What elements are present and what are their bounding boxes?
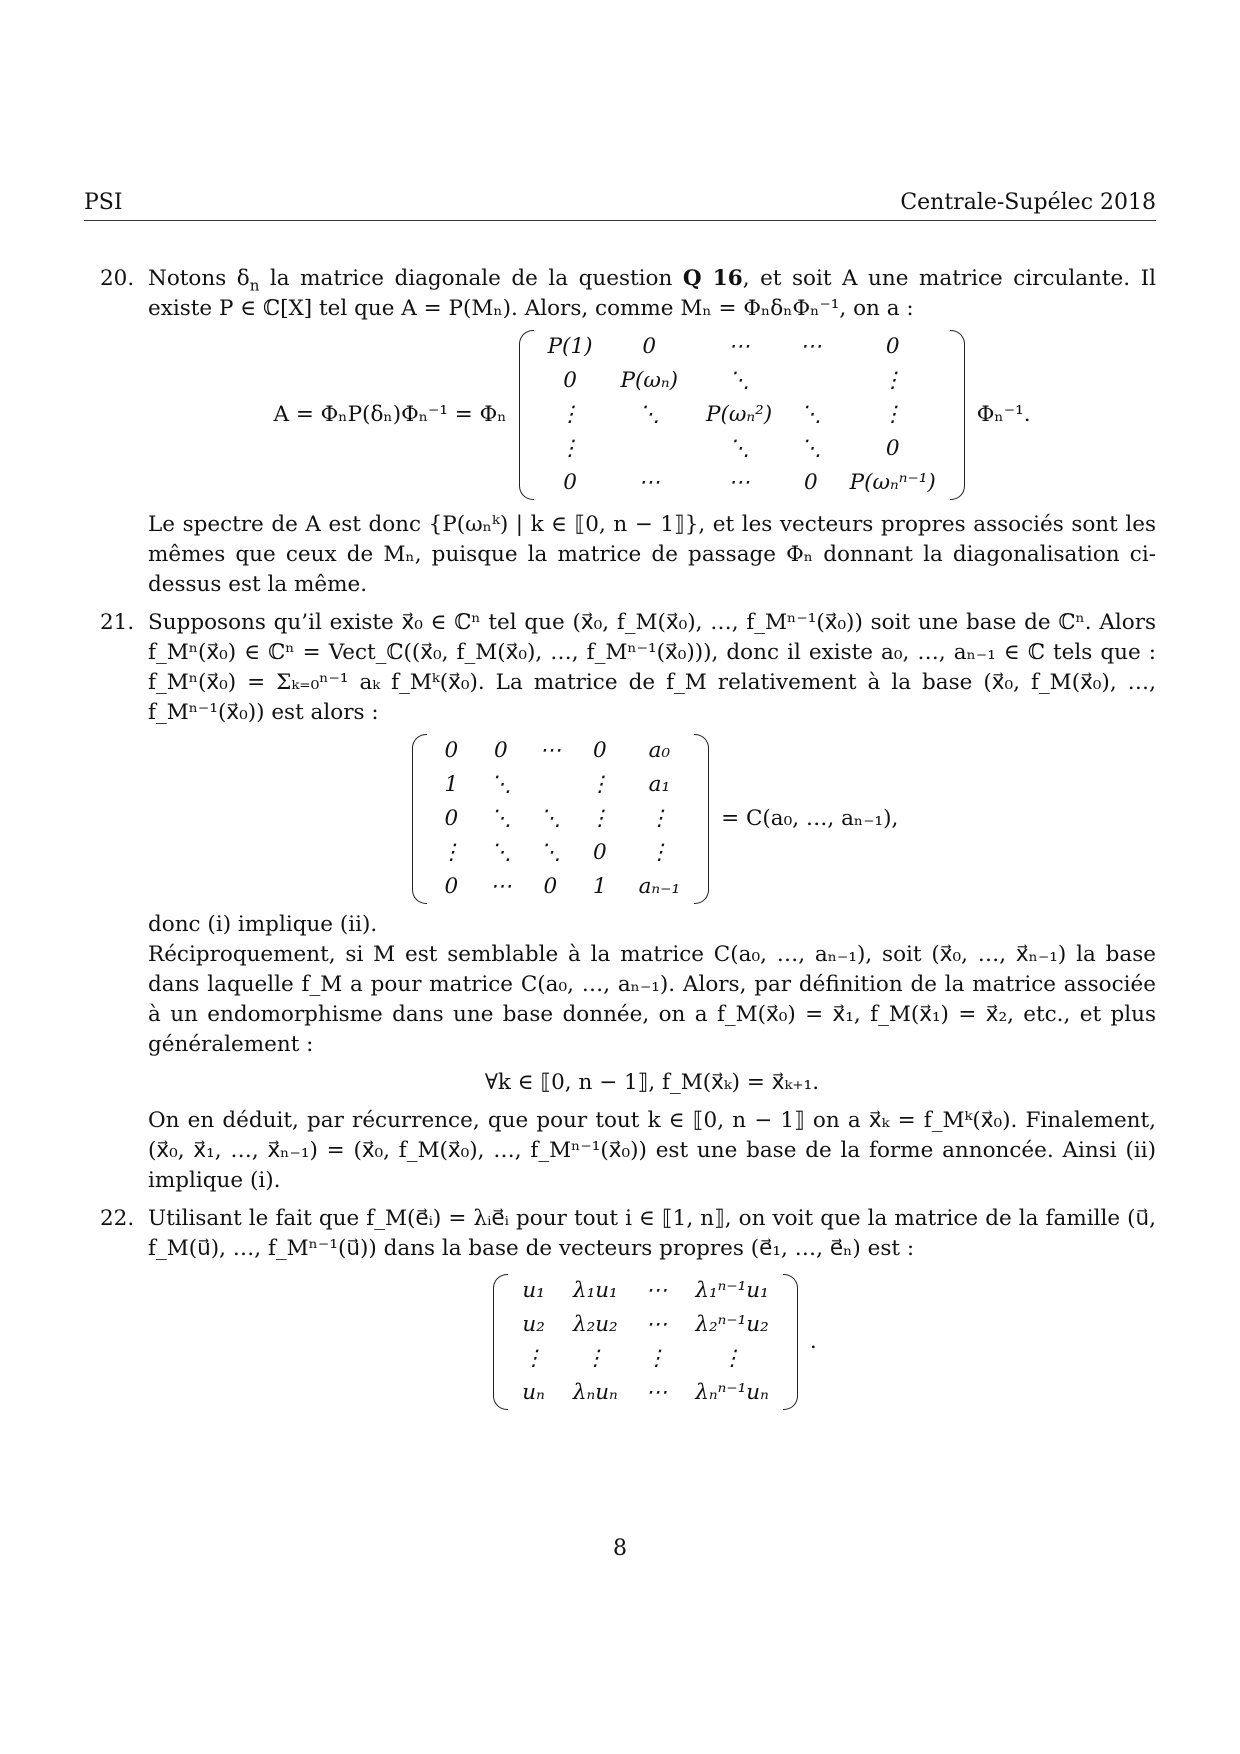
matrix-cell: ⋯ [645,1278,668,1303]
question-22 [100,1204,1156,1410]
q22-equation: u₁ λ₁u₁ ⋯ λ₁ⁿ⁻¹u₁ u₂ λ₂u₂ ⋯ λ₂ⁿ⁻¹u₂ ⋮ ⋮ ⋮ ⋮ uₙ λₙuₙ ⋯ λₙⁿ⁻¹uₙ . [148,1274,1156,1410]
matrix-cell: 0 [444,874,459,899]
matrix-cell: ⋯ [539,738,562,763]
matrix-cell: λₙⁿ⁻¹uₙ [695,1380,769,1405]
question-number: 22. [100,1206,135,1231]
matrix-cell: λ₂ⁿ⁻¹u₂ [695,1312,769,1337]
matrix-row [534,330,950,364]
q20-spectrum: Le spectre de A est donc {P(ωₙᵏ) | k ∈ ⟦0, n − 1⟧}, et les vecteurs propres associés sont les mêmes que ceux de Mₙ, puisque la matrice de passage Φₙ donnant la diagonalisation ci-dessus est la même. [148,512,1156,597]
question-reference: Q 16 [682,266,743,291]
matrix-cell: P(ωₙⁿ⁻¹) [849,470,936,495]
matrix-cell: ⋯ [728,334,750,359]
matrix-cell: ⋱ [638,402,661,427]
q20-matrix [519,330,965,500]
matrix-cell: a₀ [648,738,671,763]
matrix-cell: uₙ [522,1380,545,1405]
matrix-cell: ⋮ [645,1346,668,1371]
matrix-cell: ⋱ [490,840,512,865]
matrix-cell: ⋮ [440,840,463,865]
question-number: 20. [100,266,135,291]
matrix-cell: ⋮ [881,368,904,393]
question-20 [100,264,1156,600]
matrix-row [534,466,950,500]
q22-matrix [493,1274,798,1410]
matrix-cell: ⋯ [645,1312,668,1337]
matrix-cell: ⋮ [589,806,611,831]
matrix-cell: P(ωₙ²) [706,402,773,427]
matrix-cell [607,432,693,466]
q21-para1: Supposons qu’il existe x⃗₀ ∈ ℂⁿ tel que (x⃗₀, f_M(x⃗₀), …, f_Mⁿ⁻¹(x⃗₀)) soit une base de ℂⁿ. Alors f_Mⁿ(x⃗₀) ∈ ℂⁿ = Vect_ℂ((x⃗₀, f_M(x⃗₀), …, f_Mⁿ⁻¹(x⃗₀))), donc il existe a₀, …, aₙ₋₁ ∈ ℂ tels que : f_Mⁿ(x⃗₀) = Σₖ₌₀ⁿ⁻¹ aₖ f_Mᵏ(x⃗₀). La matrice de f_M relativement à la base (x⃗₀, f_M(x⃗₀), …, f_Mⁿ⁻¹(x⃗₀)) est alors : [148,610,1157,725]
matrix-row [508,1274,783,1308]
matrix-cell: ⋮ [584,1346,607,1371]
matrix-cell: ⋱ [800,436,822,461]
matrix-row [508,1342,783,1376]
page-number: 8 [613,1536,627,1561]
matrix-cell: 0 [885,334,900,359]
matrix-row [508,1376,783,1410]
matrix-cell: ⋯ [728,470,750,495]
matrix-row [427,836,695,870]
matrix-cell: P(1) [547,334,593,359]
matrix-row [534,432,950,466]
matrix-cell: ⋮ [648,806,671,831]
q21-matrix [412,734,710,904]
matrix-cell: ⋮ [721,1346,743,1371]
matrix-cell: ⋯ [490,874,512,899]
matrix-cell: ⋱ [539,806,562,831]
q20-equation: A = ΦₙP(δₙ)Φₙ⁻¹ = Φₙ P(1) 0 ⋯ ⋯ 0 0 P(ωₙ) ⋱ ⋮ ⋮ ⋱ P(ωₙ²) ⋱ ⋮ ⋮ ⋱ ⋱ 0 0 ⋯ ⋯ 0 P(ωₙⁿ⁻¹) Φₙ⁻¹. [148,330,1156,500]
q21-para2: donc (i) implique (ii). [148,912,378,937]
matrix-cell: ⋯ [645,1380,668,1405]
matrix-row [534,398,950,432]
matrix-row [427,802,695,836]
matrix-cell: u₂ [522,1312,545,1337]
matrix-cell: ⋯ [638,470,661,495]
matrix-cell: λ₁u₁ [572,1278,618,1303]
matrix-cell: aₙ₋₁ [638,874,681,899]
matrix-cell: ⋮ [881,402,904,427]
matrix-cell: 0 [804,470,818,495]
q21-equation: 0 0 ⋯ 0 a₀ 1 ⋱ ⋮ a₁ 0 ⋱ ⋱ ⋮ ⋮ ⋮ ⋱ ⋱ 0 ⋮ 0 ⋯ 0 1 aₙ₋₁ = C(a₀, …, aₙ₋₁), [148,734,1156,904]
matrix-cell: ⋱ [539,840,562,865]
matrix-cell: ⋮ [559,402,581,427]
matrix-cell: ⋯ [800,334,822,359]
matrix-cell: 0 [543,874,558,899]
matrix-table [534,330,950,500]
matrix-cell: 1 [593,874,607,899]
matrix-cell: 0 [444,738,459,763]
matrix-row [508,1308,783,1342]
matrix-cell: 1 [444,772,459,797]
q21-para4: On en déduit, par récurrence, que pour tout k ∈ ⟦0, n − 1⟧ on a x⃗ₖ = f_Mᵏ(x⃗₀). Finalement, (x⃗₀, x⃗₁, …, x⃗ₙ₋₁) = (x⃗₀, f_M(x⃗₀), …, f_Mⁿ⁻¹(x⃗₀)) est une base de la forme annoncée. Ainsi (ii) implique (i). [148,1108,1156,1193]
q21-equation-2: ∀k ∈ ⟦0, n − 1⟧, f_M(x⃗ₖ) = x⃗ₖ₊₁. [484,1070,820,1095]
matrix-cell: 0 [593,840,607,865]
matrix-row [534,364,950,398]
matrix-cell: a₁ [648,772,671,797]
q21-para3: Réciproquement, si M est semblable à la matrice C(a₀, …, aₙ₋₁), soit (x⃗₀, …, x⃗ₙ₋₁) la base dans laquelle f_M a pour matrice C(a₀, …, aₙ₋₁). Alors, par définition de la matrice associée à un endomorphisme dans une base donnée, on a f_M(x⃗₀) = x⃗₁, f_M(x⃗₁) = x⃗₂, etc., et plus généralement : [148,942,1156,1057]
matrix-cell: ⋱ [490,806,512,831]
matrix-cell: λ₂u₂ [572,1312,618,1337]
matrix-cell: u₁ [522,1278,545,1303]
matrix-cell: 0 [444,806,459,831]
matrix-table [427,734,695,904]
q22-para: Utilisant le fait que f_M(e⃗ᵢ) = λᵢe⃗ᵢ pour tout i ∈ ⟦1, n⟧, on voit que la matrice de la famille (u⃗, f_M(u⃗), …, f_Mⁿ⁻¹(u⃗)) dans la base de vecteurs propres (e⃗₁, …, e⃗ₙ) est : [148,1206,1156,1261]
matrix-cell: λ₁ⁿ⁻¹u₁ [695,1278,769,1303]
matrix-row [427,768,695,802]
matrix-row [427,870,695,904]
question-21 [100,608,1156,1196]
matrix-cell: ⋮ [559,436,581,461]
matrix-cell: ⋮ [648,840,671,865]
header-left: PSI [84,190,123,215]
matrix-cell: ⋮ [589,772,611,797]
matrix-cell: 0 [642,334,657,359]
header-rule [84,220,1156,221]
matrix-cell: 0 [885,436,900,461]
matrix-cell: ⋮ [522,1346,545,1371]
matrix-cell: 0 [563,470,577,495]
matrix-cell: ⋱ [490,772,512,797]
header-right: Centrale-Supélec 2018 [900,190,1156,215]
content-body [100,264,1156,1420]
matrix-cell: 0 [593,738,607,763]
matrix-cell: ⋱ [728,368,750,393]
matrix-cell: P(ωₙ) [620,368,679,393]
matrix-cell: ⋱ [728,436,750,461]
matrix-cell: ⋱ [800,402,822,427]
matrix-row [427,734,695,768]
q20-intro: Notons $\delta_n$ la matrice diagonale de la question Q 16, et soit A une matrice circulante. Il existe P ∈ ℂ[X] tel que A = P(Mₙ). Alors, comme Mₙ = ΦₙδₙΦₙ⁻¹, on a : [148,266,1157,321]
matrix-cell [526,768,576,802]
matrix-cell: 0 [494,738,508,763]
matrix-cell: λₙuₙ [572,1380,618,1405]
matrix-table [508,1274,783,1410]
matrix-cell: 0 [563,368,577,393]
matrix-cell [786,364,836,398]
question-number: 21. [100,610,135,635]
